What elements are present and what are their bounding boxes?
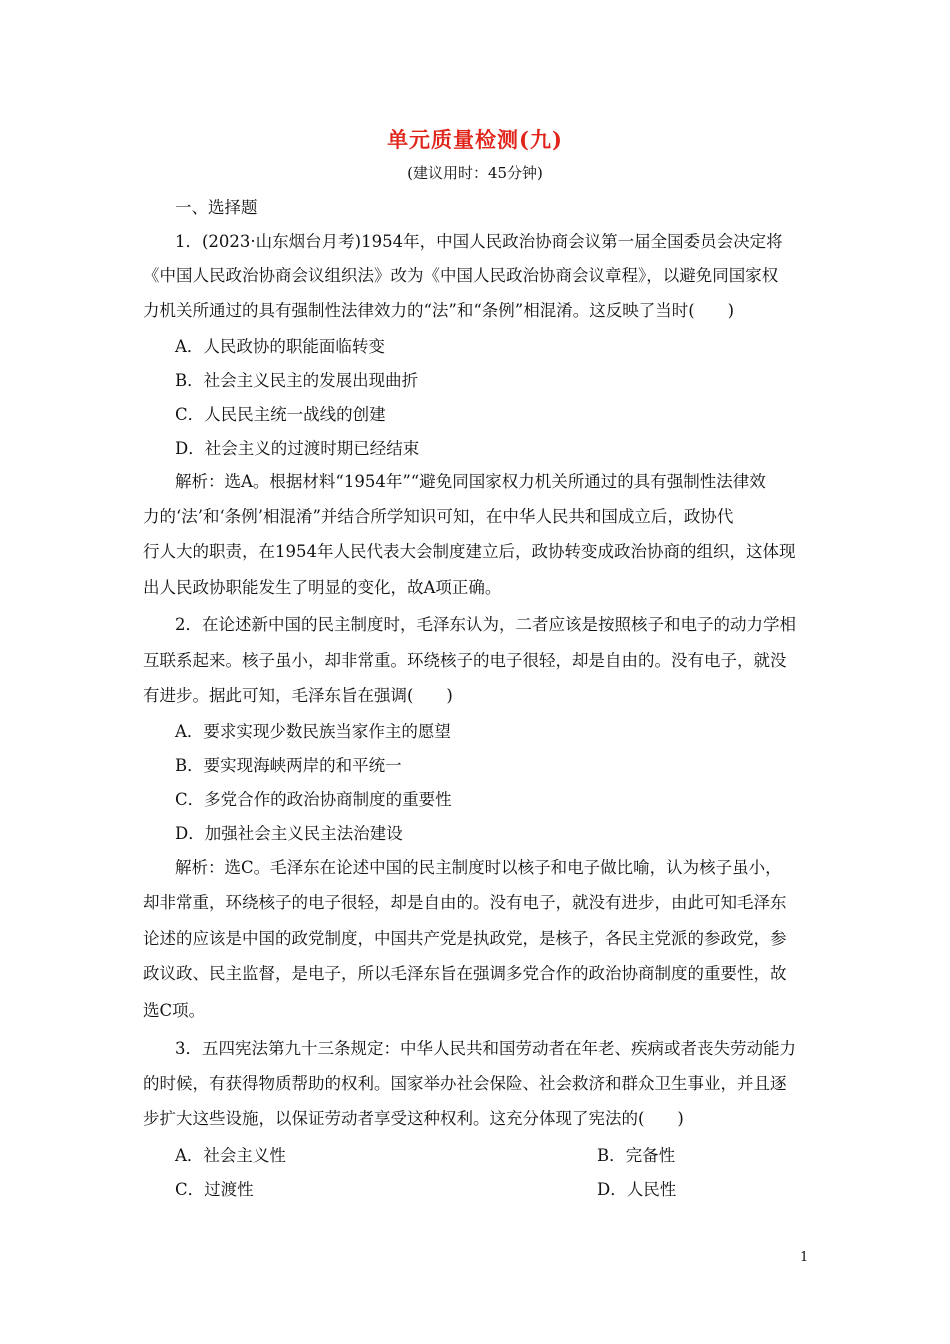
q1-stem-line: 《中国人民政治协商会议组织法》改为《中国人民政治协商会议章程》，以避免同国家权 (143, 266, 779, 285)
q1-analysis-line: 出人民政协职能发生了明显的变化，故A项正确。 (143, 578, 502, 597)
q2-stem-line: 互联系起来。核子虽小，却非常重。环绕核子的电子很轻，却是自由的。没有电子，就没 (143, 651, 787, 670)
q2-option-b: B．要实现海峡两岸的和平统一 (175, 756, 402, 775)
q2-option-c: C．多党合作的政治协商制度的重要性 (175, 790, 452, 809)
q1-analysis-line: 力的‘法’和‘条例’相混淆”并结合所学知识可知，在中华人民共和国成立后，政协代 (143, 507, 734, 526)
q1-stem-line: 力机关所通过的具有强制性法律效力的“法”和“条例”相混淆。这反映了当时( ) (143, 301, 735, 320)
section-heading: 一、选择题 (175, 198, 258, 217)
q2-analysis-line: 选C项。 (143, 1001, 206, 1020)
q2-stem-line: 有进步。据此可知，毛泽东旨在强调( ) (143, 686, 453, 705)
q1-stem-line: 1．(2023·山东烟台月考)1954年，中国人民政治协商会议第一届全国委员会决定将 (175, 232, 783, 251)
q2-analysis-line: 却非常重，环绕核子的电子很轻，却是自由的。没有电子，就没有进步，由此可知毛泽东 (143, 893, 787, 912)
q1-option-d: D．社会主义的过渡时期已经结束 (175, 439, 420, 458)
q2-option-d: D．加强社会主义民主法治建设 (175, 824, 403, 843)
page-title: 单元质量检测(九) (387, 127, 563, 152)
q1-analysis-line: 行人大的职责，在1954年人民代表大会制度建立后，政协转变成政治协商的组织，这体现 (143, 542, 796, 561)
q2-stem-line: 2．在论述新中国的民主制度时，毛泽东认为，二者应该是按照核子和电子的动力学相 (175, 615, 796, 634)
q2-analysis-line: 论述的应该是中国的政党制度，中国共产党是执政党，是核子，各民主党派的参政党，参 (143, 929, 787, 948)
q3-stem-line: 3．五四宪法第九十三条规定：中华人民共和国劳动者在年老、疾病或者丧失劳动能力 (175, 1039, 796, 1058)
q3-option-d: D．人民性 (597, 1180, 677, 1199)
q2-analysis-line: 解析：选C。毛泽东在论述中国的民主制度时以核子和电子做比喻，认为核子虽小， (175, 858, 782, 877)
time-suggestion: (建议用时：45分钟) (407, 164, 543, 182)
q1-analysis-line: 解析：选A。根据材料“1954年”“避免同国家权力机关所通过的具有强制性法律效 (175, 472, 766, 491)
q3-stem-line: 步扩大这些设施，以保证劳动者享受这种权利。这充分体现了宪法的( ) (143, 1109, 684, 1128)
q2-analysis-line: 政议政、民主监督，是电子，所以毛泽东旨在强调多党合作的政治协商制度的重要性，故 (143, 964, 787, 983)
page-number: 1 (800, 1250, 809, 1265)
q3-option-a: A．社会主义性 (175, 1146, 286, 1165)
q1-option-c: C．人民民主统一战线的创建 (175, 405, 386, 424)
q2-option-a: A．要求实现少数民族当家作主的愿望 (175, 722, 451, 741)
q3-stem-line: 的时候，有获得物质帮助的权利。国家举办社会保险、社会救济和群众卫生事业，并且逐 (143, 1074, 787, 1093)
q3-option-b: B．完备性 (597, 1146, 676, 1165)
q1-option-b: B．社会主义民主的发展出现曲折 (175, 371, 419, 390)
q3-option-c: C．过渡性 (175, 1180, 254, 1199)
q1-option-a: A．人民政协的职能面临转变 (175, 337, 385, 356)
